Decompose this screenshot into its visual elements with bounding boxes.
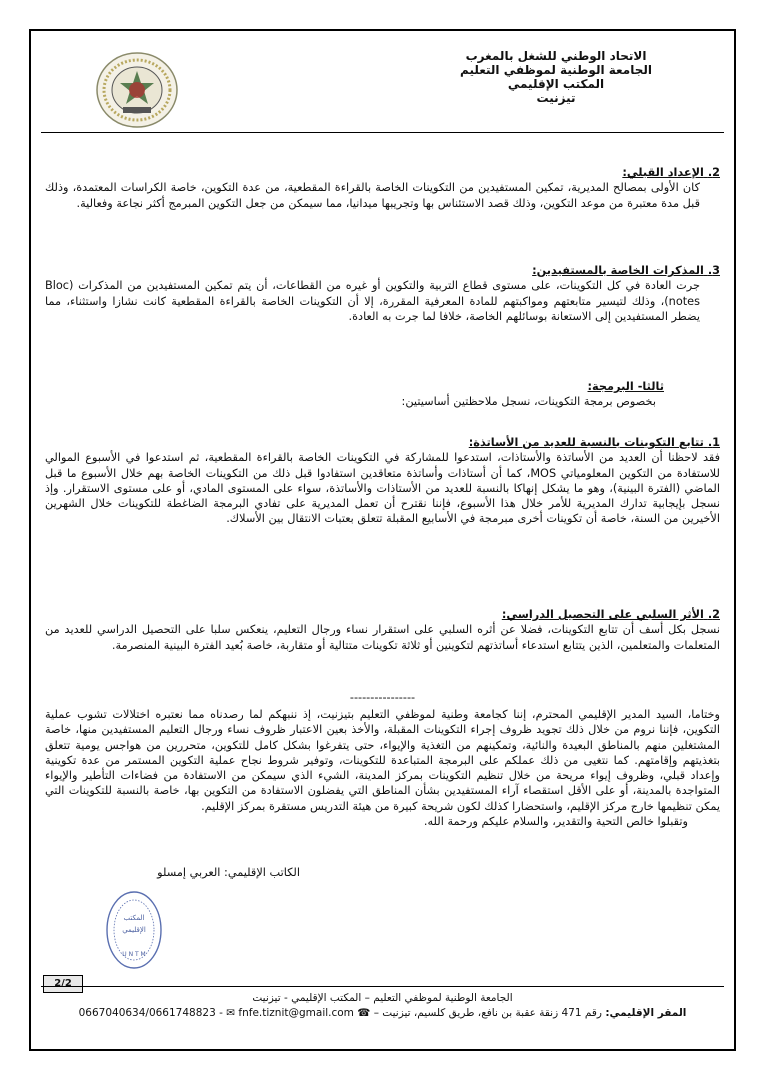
section-number: 3. xyxy=(707,264,720,277)
org-line-2: الجامعة الوطنية لموظفي التعليم xyxy=(460,63,652,77)
footer-divider xyxy=(41,986,724,987)
part-programming xyxy=(45,379,720,410)
point-training-succession xyxy=(45,435,720,527)
point-number: 1. xyxy=(707,436,720,449)
part-title: ثالثا- البرمجة: xyxy=(587,380,664,393)
section-pre-preparation xyxy=(45,165,720,211)
closing-body: وختاما، السيد المدير الإقليمي المحترم، إننا كجامعة وطنية لموظفي التعليم بتيزنيت، إذ ننبهكم لما رصدناه مما نعتبره اختلالات تشوب عملية التكوين، فإننا نروم من خلال ذلك تجويد ظروف إجراء التكوينات المقبلة، والأخذ بعين الاعتبار ظروف نساء ورجال التعليم المستفيدين منها، خاصة المشتغلين منهم بالمناطق البعيدة والنائية، وتمكينهم من التغذية والإيواء، حتى يتفرغوا بشكل كامل للتكوين، متحررين من هواجس يومية تتعلق بتغذيتهم وإقامتهم. كما نتغيى من ذلك عملكم على البرمجة المتباعدة للتكوينات، وتوفير شروط نجاح عملية التكوين المستمر من عدة تكوينية وإعداد قبلي، وظروف إيواء مريحة من خلال تنظيم التكوينات بمركز المدينة، الشيء الذي سيمكن من الاستفادة من فضاءات التأطير والإيواء المتواجدة بالمدينة، أو على الأقل استقصاء آراء المستفيدين بشأن المناطق التي يفضلون الاستفادة من التكوين بها، خاصة بالنسبة للتكوينات التي يمكن تنظيمها خارج مركز الإقليم، واستحضارا كذلك لكون شريحة كبيرة من هيئة التدريس مستقرة بمركز الإقليم. xyxy=(45,708,720,813)
header-divider xyxy=(41,132,724,133)
signature: الكاتب الإقليمي: العربي إمسلو xyxy=(157,866,300,879)
point-body: فقد لاحظنا أن العديد من الأساتذة والأستاذات، استدعوا للمشاركة في التكوينات الخاصة بالقراءة المقطعية، ثم استدعوا في الأسبوع الموالي للاستفادة من التكوين المعلومياتي MOS، كما أن أستاذات وأساتذة متعاقدين استفادوا قبل ذلك من التكوينات الخاصة بهم خلال الأسبوع ما قبل الماضي (الفترة البينية)، وهو ما يشكل إنهاكا بالنسبة للعديد من الأستاذات والأساتذة، سواء على المستوى المادي، أو على مستوى الاستقرار. وإذ نسجل بإيجابية تدارك المديرية للأمر خلال هذا الأسبوع، فإننا نقترح أن تعمل المديرية على تفادي البرمجة الضاغطة للتكوينات خلال الشهرين الأخيرين من السنة، خاصة أن تكوينات أخرى مبرمجة في الأسابيع المقبلة تتعلق بعتبات الانتقال بين الأسلاك. xyxy=(45,451,720,526)
point-body: نسجل بكل أسف أن تتابع التكوينات، فضلا عن أثره السلبي على استقرار نساء ورجال التعليم، ينعكس سلبا على التحصيل الدراسي للعديد من المتعلمات والمتعلمين، الذين يتتابع استدعاء أساتذتهم لتكوينين أو ثلاثة تكوينات متتالية أو متقاربة، خاصة بُعيد الفترة البينية المنصرمة. xyxy=(45,623,720,652)
email-icon: ✉ xyxy=(226,1007,236,1019)
stamp-top: المكتب xyxy=(123,914,145,922)
closing-regards: وتقبلوا خالص التحية والتقدير، والسلام عليكم ورحمة الله. xyxy=(423,815,688,829)
stamp-middle: الإقليمي xyxy=(122,926,146,934)
union-logo-icon xyxy=(93,49,181,131)
stamp-icon xyxy=(105,890,163,970)
address-label: المقر الإقليمي: xyxy=(605,1007,687,1019)
section-title: الإعداد القبلي: xyxy=(622,166,704,179)
section-notebooks xyxy=(45,263,720,324)
section-body: كان الأولى بمصالح المديرية، تمكين المستفيدين من التكوينات الخاصة بالقراءة المقطعية، من عدة التكوين، خاصة الكراسات المعتمدة، وذلك قبل مدة معتبرة من موعد التكوين، وذلك قصد الاستئناس بها وتجريبها ميدانيا، مما سيمكن من جعل التكوين المبرمج أكثر نجاعة وفعالية. xyxy=(45,181,700,210)
email-link[interactable]: fnfe.tiznit@gmail.com xyxy=(238,1007,354,1019)
closing-paragraph xyxy=(45,707,720,829)
point-title: تتابع التكوينات بالنسبة للعديد من الأساتذة: xyxy=(468,436,704,449)
phone-icon: ☎ xyxy=(357,1007,371,1019)
footer-org: الجامعة الوطنية لموظفي التعليم – المكتب الإقليمي - تيزنيت xyxy=(252,992,513,1004)
page-number: 2/2 xyxy=(43,975,83,993)
phone-numbers: 0667040634/0661748823 xyxy=(78,1007,216,1019)
org-line-1: الاتحاد الوطني للشغل بالمغرب xyxy=(465,49,647,63)
part-intro: بخصوص برمجة التكوينات، نسجل ملاحظتين أساسيتين: xyxy=(401,395,656,409)
org-line-3: المكتب الإقليمي xyxy=(507,77,605,91)
section-number: 2. xyxy=(707,166,720,179)
footer-contact: المقر الإقليمي: رقم 471 زنقة عقبة بن نافع، طريق كلسيم، تيزنيت – ☎ 0667040634/0661748823 - ✉ fnfe.tiznit@gmail.com xyxy=(78,1007,687,1019)
point-title: الأثر السلبي على التحصيل الدراسي: xyxy=(501,608,704,621)
point-number: 2. xyxy=(707,608,720,621)
letterhead xyxy=(31,31,734,143)
organization-name xyxy=(460,49,652,105)
org-line-4: تيزنيت xyxy=(536,91,576,105)
page-frame xyxy=(29,29,736,1051)
address: رقم 471 زنقة عقبة بن نافع، طريق كلسيم، تيزنيت – xyxy=(373,1007,602,1019)
section-body: جرت العادة في كل التكوينات، على مستوى قطاع التربية والتكوين أو غيره من القطاعات، أن يتم تمكين المستفيدين من المذكرات (Bloc notes)، وذلك لتيسير متابعتهم ومواكبتهم للمادة المعرفية المقررة، إلا أن التكوينات الخاصة بالقراءة المقطعية كانت نشازا واستثناء، مما يضطر المستفيدين إلى الاستعانة بوسائلهم الخاصة، خلافا لما جرت به العادة. xyxy=(45,279,700,323)
stamp-bottom: U N T M xyxy=(122,951,146,958)
section-title: المذكرات الخاصة بالمستفيدين: xyxy=(532,264,704,277)
footer xyxy=(31,991,734,1021)
separator: ---------------- xyxy=(349,691,416,704)
point-negative-impact xyxy=(45,607,720,653)
